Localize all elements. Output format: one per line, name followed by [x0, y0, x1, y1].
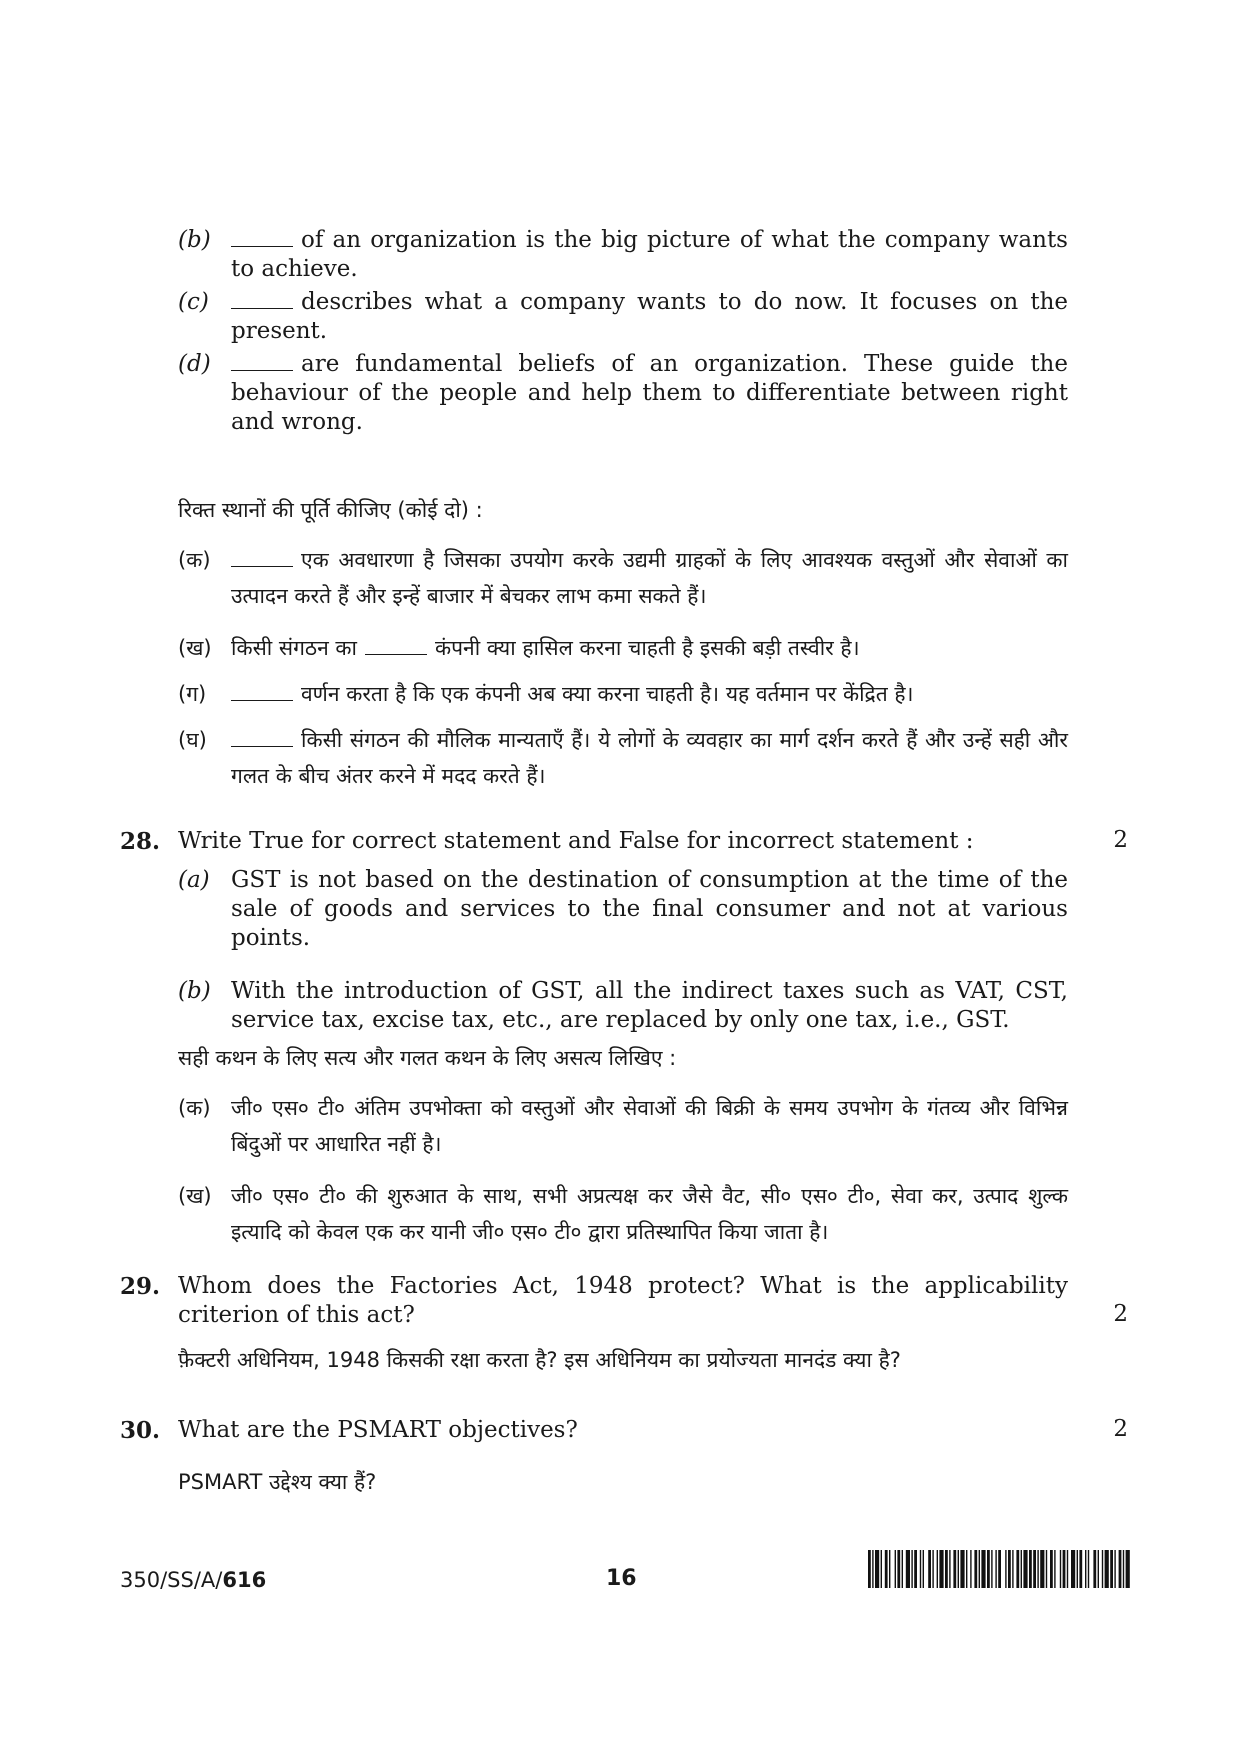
- barcode-image: [868, 1550, 1130, 1588]
- item-text: जी० एस० टी० अंतिम उपभोक्ता को वस्तुओं और सेवाओं की बिक्री के समय उपभोग के गंतव्य और विभिन्न बिंदुओं पर आधारित नहीं है।: [231, 1096, 1068, 1156]
- question-number: 30.: [120, 1417, 161, 1444]
- q28-item-b: [178, 977, 1068, 1035]
- q30-hindi: PSMART उद्देश्य क्या हैं?: [178, 1470, 377, 1494]
- question-text: Whom does the Factories Act, 1948 protect? What is the applicability criterion of this act?: [178, 1273, 1068, 1328]
- item-label: (b): [178, 227, 211, 253]
- item-label: (क): [178, 1096, 211, 1120]
- q27-hindi-item-ka: [178, 542, 1068, 614]
- item-label: (ग): [178, 682, 207, 706]
- fill-blank: [231, 228, 293, 247]
- q28-hindi-item-kha: [178, 1178, 1068, 1250]
- fill-blank: [231, 352, 293, 371]
- item-text: एक अवधारणा है जिसका उपयोग करके उद्यमी ग्राहकों के लिए आवश्यक वस्तुओं और सेवाओं का उत्पादन करते हैं और इन्हें बाजार में बेचकर लाभ कमा सकते हैं।: [231, 548, 1068, 608]
- item-text: जी० एस० टी० की शुरुआत के साथ, सभी अप्रत्यक्ष कर जैसे वैट, सी० एस० टी०, सेवा कर, उत्पाद शुल्क इत्यादि को केवल एक कर यानी जी० एस० टी० द्वारा प्रतिस्थापित किया जाता है।: [231, 1184, 1068, 1244]
- question-30: [120, 1416, 1068, 1445]
- item-text: are fundamental beliefs of an organization. These guide the behaviour of the people and help them to differentiate between right and wrong.: [231, 351, 1068, 435]
- q27-item-c: [178, 288, 1068, 346]
- question-28: [120, 827, 1068, 856]
- fill-blank: [365, 636, 427, 655]
- item-label: (ख): [178, 636, 212, 660]
- q28-hindi-item-ka: [178, 1090, 1068, 1162]
- q27-item-d: [178, 350, 1068, 437]
- q30-marks: 2: [1113, 1416, 1128, 1442]
- item-text: वर्णन करता है कि एक कंपनी अब क्या करना चाहती है। यह वर्तमान पर केंद्रित है।: [301, 682, 914, 706]
- q27-item-b: [178, 226, 1068, 284]
- q27-hindi-instruction: रिक्त स्थानों की पूर्ति कीजिए (कोई दो) :: [178, 498, 483, 522]
- fill-blank: [231, 548, 293, 567]
- item-label: (घ): [178, 728, 207, 752]
- item-text: GST is not based on the destination of consumption at the time of the sale of goods and services to the final consumer and not at various points.: [231, 867, 1068, 951]
- question-text: What are the PSMART objectives?: [178, 1417, 578, 1443]
- question-number: 29.: [120, 1273, 161, 1300]
- item-label: (d): [178, 351, 211, 377]
- fill-blank: [231, 728, 293, 747]
- item-text: of an organization is the big picture of what the company wants to achieve.: [231, 227, 1068, 282]
- item-label: (c): [178, 289, 209, 315]
- item-text-before: किसी संगठन का: [231, 636, 357, 660]
- fill-blank: [231, 290, 293, 309]
- q27-hindi-item-ga: [178, 676, 1068, 712]
- q29-marks: 2: [1113, 1301, 1128, 1327]
- item-text: With the introduction of GST, all the indirect taxes such as VAT, CST, service tax, excise tax, etc., are replaced by only one tax, i.e., GST.: [231, 978, 1068, 1033]
- item-label: (a): [178, 867, 210, 893]
- question-text: Write True for correct statement and False for incorrect statement :: [178, 828, 974, 854]
- item-text: describes what a company wants to do now. It focuses on the present.: [231, 289, 1068, 344]
- item-text: किसी संगठन की मौलिक मान्यताएँ हैं। ये लोगों के व्यवहार का मार्ग दर्शन करते हैं और उन्हें सही और गलत के बीच अंतर करने में मदद करते हैं।: [231, 728, 1068, 788]
- q28-hindi-instruction: सही कथन के लिए सत्य और गलत कथन के लिए असत्य लिखिए :: [178, 1046, 677, 1070]
- item-label: (क): [178, 548, 211, 572]
- q27-hindi-item-gha: [178, 722, 1068, 794]
- paper-code: 350/SS/A/616: [120, 1568, 267, 1592]
- q27-hindi-item-kha: [178, 630, 1068, 666]
- question-number: 28.: [120, 828, 161, 855]
- q28-item-a: [178, 866, 1068, 953]
- item-label: (b): [178, 978, 211, 1004]
- item-label: (ख): [178, 1184, 212, 1208]
- page-number: 16: [606, 1566, 637, 1591]
- item-text: कंपनी क्या हासिल करना चाहती है इसकी बड़ी तस्वीर है।: [435, 636, 860, 660]
- q28-marks: 2: [1113, 827, 1128, 853]
- question-29: [120, 1272, 1068, 1330]
- fill-blank: [231, 682, 293, 701]
- q29-hindi: फ़ैक्टरी अधिनियम, 1948 किसकी रक्षा करता है? इस अधिनियम का प्रयोज्यता मानदंड क्या है?: [178, 1348, 901, 1372]
